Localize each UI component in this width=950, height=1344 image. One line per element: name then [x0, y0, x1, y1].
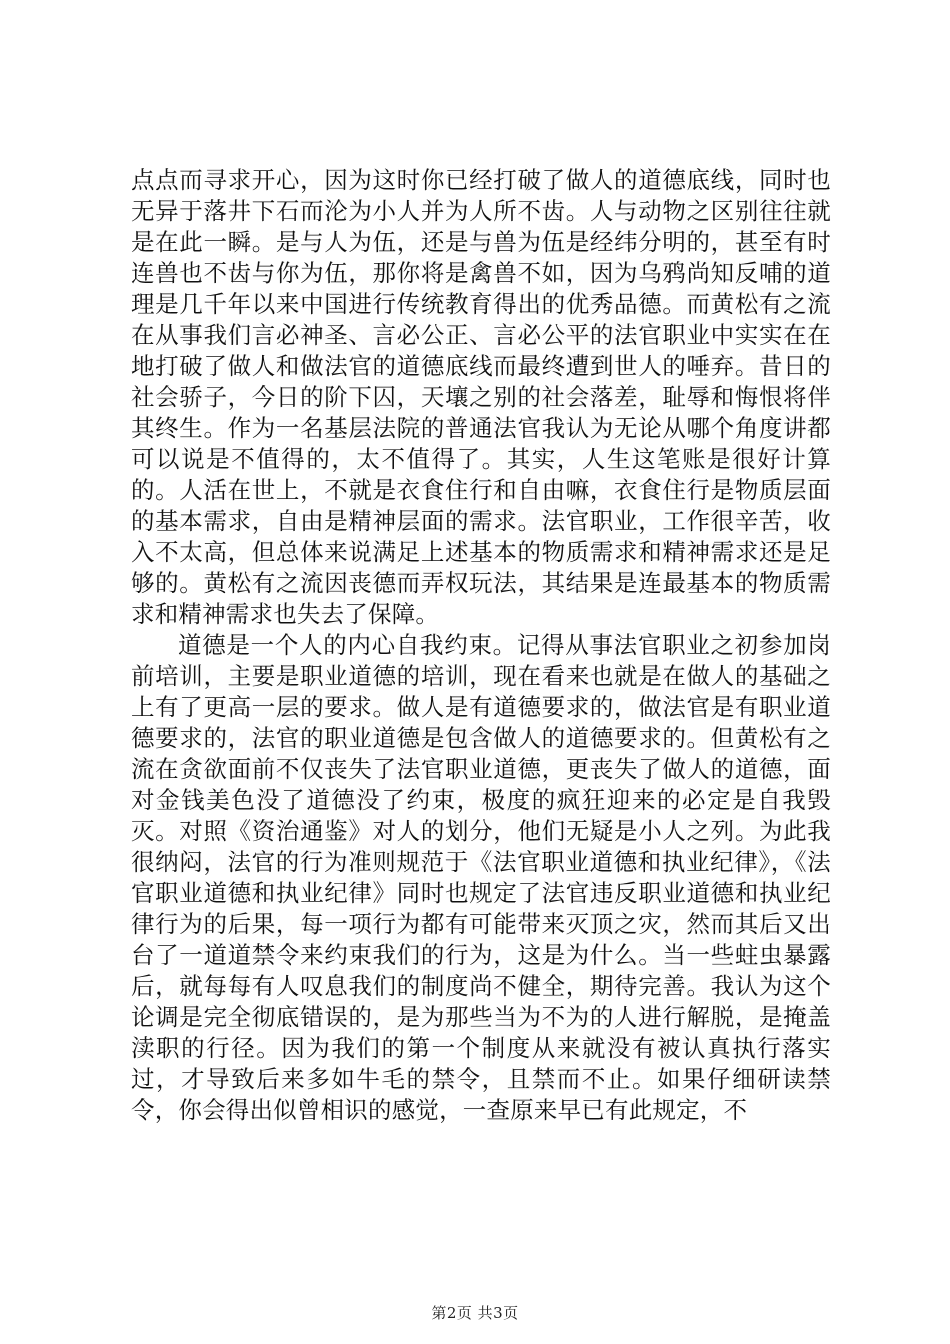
paragraph-2: 道德是一个人的内心自我约束。记得从事法官职业之初参加岗前培训，主要是职业道德的培训，现在看来也就是在做人的基础之上有了更高一层的要求。做人是有道德要求的，做法官是有职业道德要求的，法官的职业道德是包含做人的道德要求的。但黄松有之流在贪欲面前不仅丧失了法官职业道德，更丧失了做人的道德，面对金钱美色没了道德没了约束，极度的疯狂迎来的必定是自我毁灭。对照《资治通鉴》对人的划分，他们无疑是小人之列。为此我很纳闷，法官的行为准则规范于《法官职业道德和执业纪律》，《法官职业道德和执业纪律》同时也规定了法官违反职业道德和执业纪律行为的后果，每一项行为都有可能带来灭顶之灾，然而其后又出台了一道道禁令来约束我们的行为，这是为什么。当一些蛀虫暴露后，就每每有人叹息我们的制度尚不健全，期待完善。我认为这个论调是完全彻底错误的，是为那些当为不为的人进行解脱，是掩盖渎职的行径。因为我们的第一个制度从来就没有被认真执行落实过，才导致后来多如牛毛的禁令，且禁而不止。如果仔细研读禁令，你会得出似曾相识的感觉，一查原来早已有此规定，不: [131, 631, 831, 1124]
page-footer: 第2页 共3页: [431, 1304, 519, 1322]
paragraph-1: 点点而寻求开心，因为这时你已经打破了做人的道德底线，同时也无异于落井下石而沦为小人并为人所不齿。人与动物之区别往往就是在此一瞬。是与人为伍，还是与兽为伍是经纬分明的，甚至有时连兽也不齿与你为伍，那你将是禽兽不如，因为乌鸦尚知反哺的道理是几千年以来中国进行传统教育得出的优秀品德。而黄松有之流在从事我们言必神圣、言必公正、言必公平的法官职业中实实在在地打破了做人和做法官的道德底线而最终遭到世人的唾弃。昔日的社会骄子，今日的阶下囚，天壤之别的社会落差，耻辱和悔恨将伴其终生。作为一名基层法院的普通法官我认为无论从哪个角度讲都可以说是不值得的，太不值得了。其实，人生这笔账是很好计算的。人活在世上，不就是衣食住行和自由嘛，衣食住行是物质层面的基本需求，自由是精神层面的需求。法官职业，工作很辛苦，收入不太高，但总体来说满足上述基本的物质需求和精神需求还是足够的。黄松有之流因丧德而弄权玩法，其结果是连最基本的物质需求和精神需求也失去了保障。: [131, 166, 831, 628]
body-text: [131, 165, 831, 1126]
